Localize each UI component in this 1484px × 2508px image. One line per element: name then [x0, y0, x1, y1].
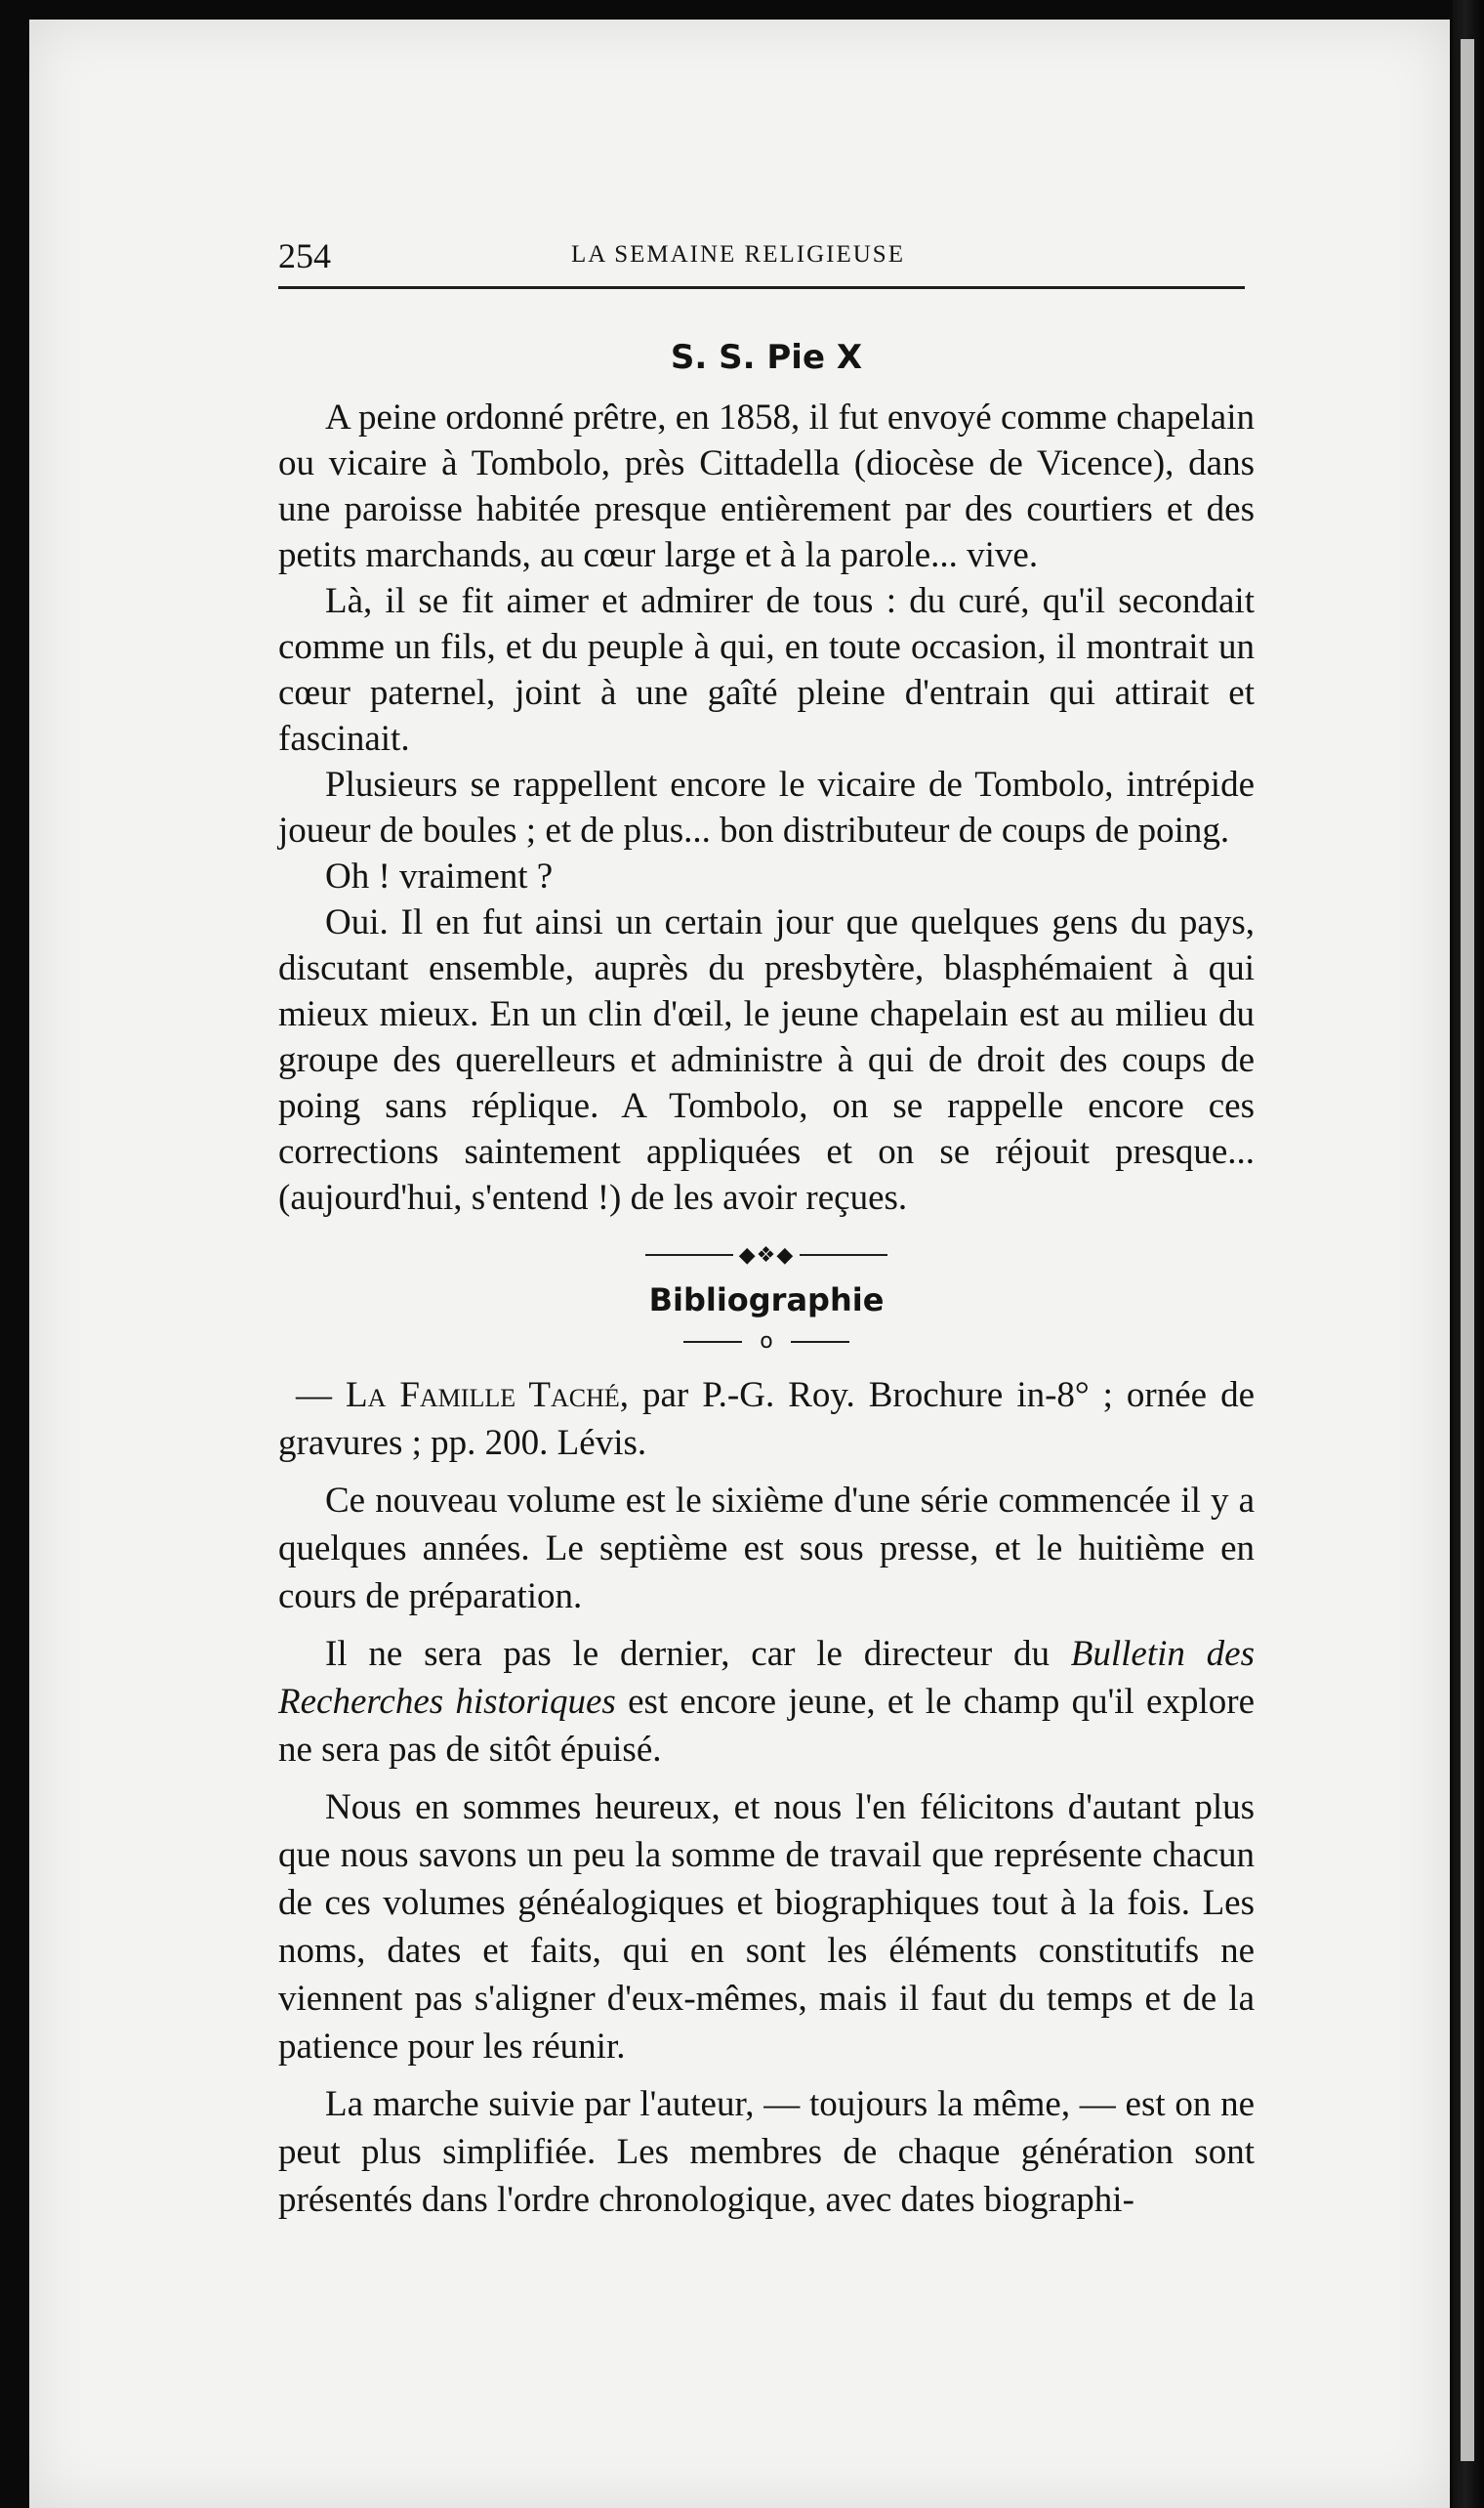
small-divider-rule-right: [791, 1341, 849, 1343]
divider-rule-right: [800, 1254, 887, 1256]
entry-dash: —: [296, 1375, 346, 1415]
page-header: [278, 230, 1245, 289]
page-text-block: [278, 230, 1255, 2234]
adjacent-page-edge: [1453, 0, 1484, 2508]
entry-book-title: La Famille Taché: [345, 1375, 620, 1415]
paragraph-4: Oh ! vraiment ?: [325, 857, 554, 897]
adjacent-page-strip: [1461, 39, 1474, 2461]
running-head: LA SEMAINE RELIGIEUSE: [571, 241, 905, 268]
section-title-bibliographie: Bibliographie: [648, 1281, 885, 1318]
paragraph-3: Plusieurs se rappellent encore le vicaire de Tombolo, intrépide joueur de boules ; et de plus... bon distributeur de coups de poing.: [278, 765, 1255, 851]
small-divider-mark: o: [760, 1329, 773, 1355]
divider-rule-left: [645, 1254, 733, 1256]
p2-journal-title: Bulletin des Recherches historiques: [278, 1634, 1255, 1722]
paragraph-2: Là, il se fit aimer et admirer de tous : du curé, qu'il secondait comme un fils, et du peuple à qui, en toute occasion, il montrait un cœur paternel, joint à une gaîté pleine d'entrain qui attirait et fascinait.: [278, 581, 1255, 759]
bibliography-paragraph-3: Nous en sommes heureux, et nous l'en félicitons d'autant plus que nous savons un peu la somme de travail que représente chacun de ces volumes généalogiques et biographiques tout à la fois. Les noms, dates et faits, qui en sont les éléments constitutifs ne viennent pas s'aligner d'eux-mêmes, mais il faut du temps et de la patience pour les réunir.: [278, 1787, 1255, 2067]
entry-details: , par P.-G. Roy. Brochure in-8° ; ornée de gravures ; pp. 200. Lévis.: [278, 1375, 1255, 1463]
p2-before: Il ne sera pas le dernier, car le directeur du: [325, 1634, 1071, 1674]
p2-after: est encore jeune, et le champ qu'il explore ne sera pas de sitôt épuisé.: [278, 1682, 1255, 1770]
bibliography-paragraph-2: [278, 1630, 1255, 1774]
paragraph-1: A peine ordonné prêtre, en 1858, il fut envoyé comme chapelain ou vicaire à Tombolo, près Cittadella (diocèse de Vicence), dans une paroisse habitée presque entièrement par des courtiers et des petits marchands, au cœur large et à la parole... vive.: [278, 397, 1255, 575]
small-divider: [278, 1324, 1255, 1356]
paragraph-5: Oui. Il en fut ainsi un certain jour que quelques gens du pays, discutant ensemble, auprès du presbytère, blasphémaient à qui mieux mieux. En un clin d'œil, le jeune chapelain est au milieu du groupe des querelleurs et administre à qui de droit des coups de poing sans réplique. A Tombolo, on se rappelle encore ces corrections saintement appliquées et on se réjouit presque... (aujourd'hui, s'entend !) de les avoir reçues.: [278, 902, 1255, 1218]
ornamental-divider: [278, 1238, 1255, 1268]
small-divider-rule-left: [683, 1341, 742, 1343]
ornament-icon: ◆❖◆: [738, 1242, 795, 1268]
bibliography-entry: [278, 1371, 1255, 1467]
page-number: 254: [278, 236, 331, 275]
bibliography-paragraph-4: La marche suivie par l'auteur, — toujours la même, — est on ne peut plus simplifiée. Les membres de chaque génération sont présentés dans l'ordre chronologique, avec dates biographi-: [278, 2084, 1255, 2220]
bibliography-paragraph-1: Ce nouveau volume est le sixième d'une série commencée il y a quelques années. Le septième est sous presse, et le huitième en cours de préparation.: [278, 1481, 1255, 1616]
section-title-pie-x: S. S. Pie X: [670, 338, 863, 377]
